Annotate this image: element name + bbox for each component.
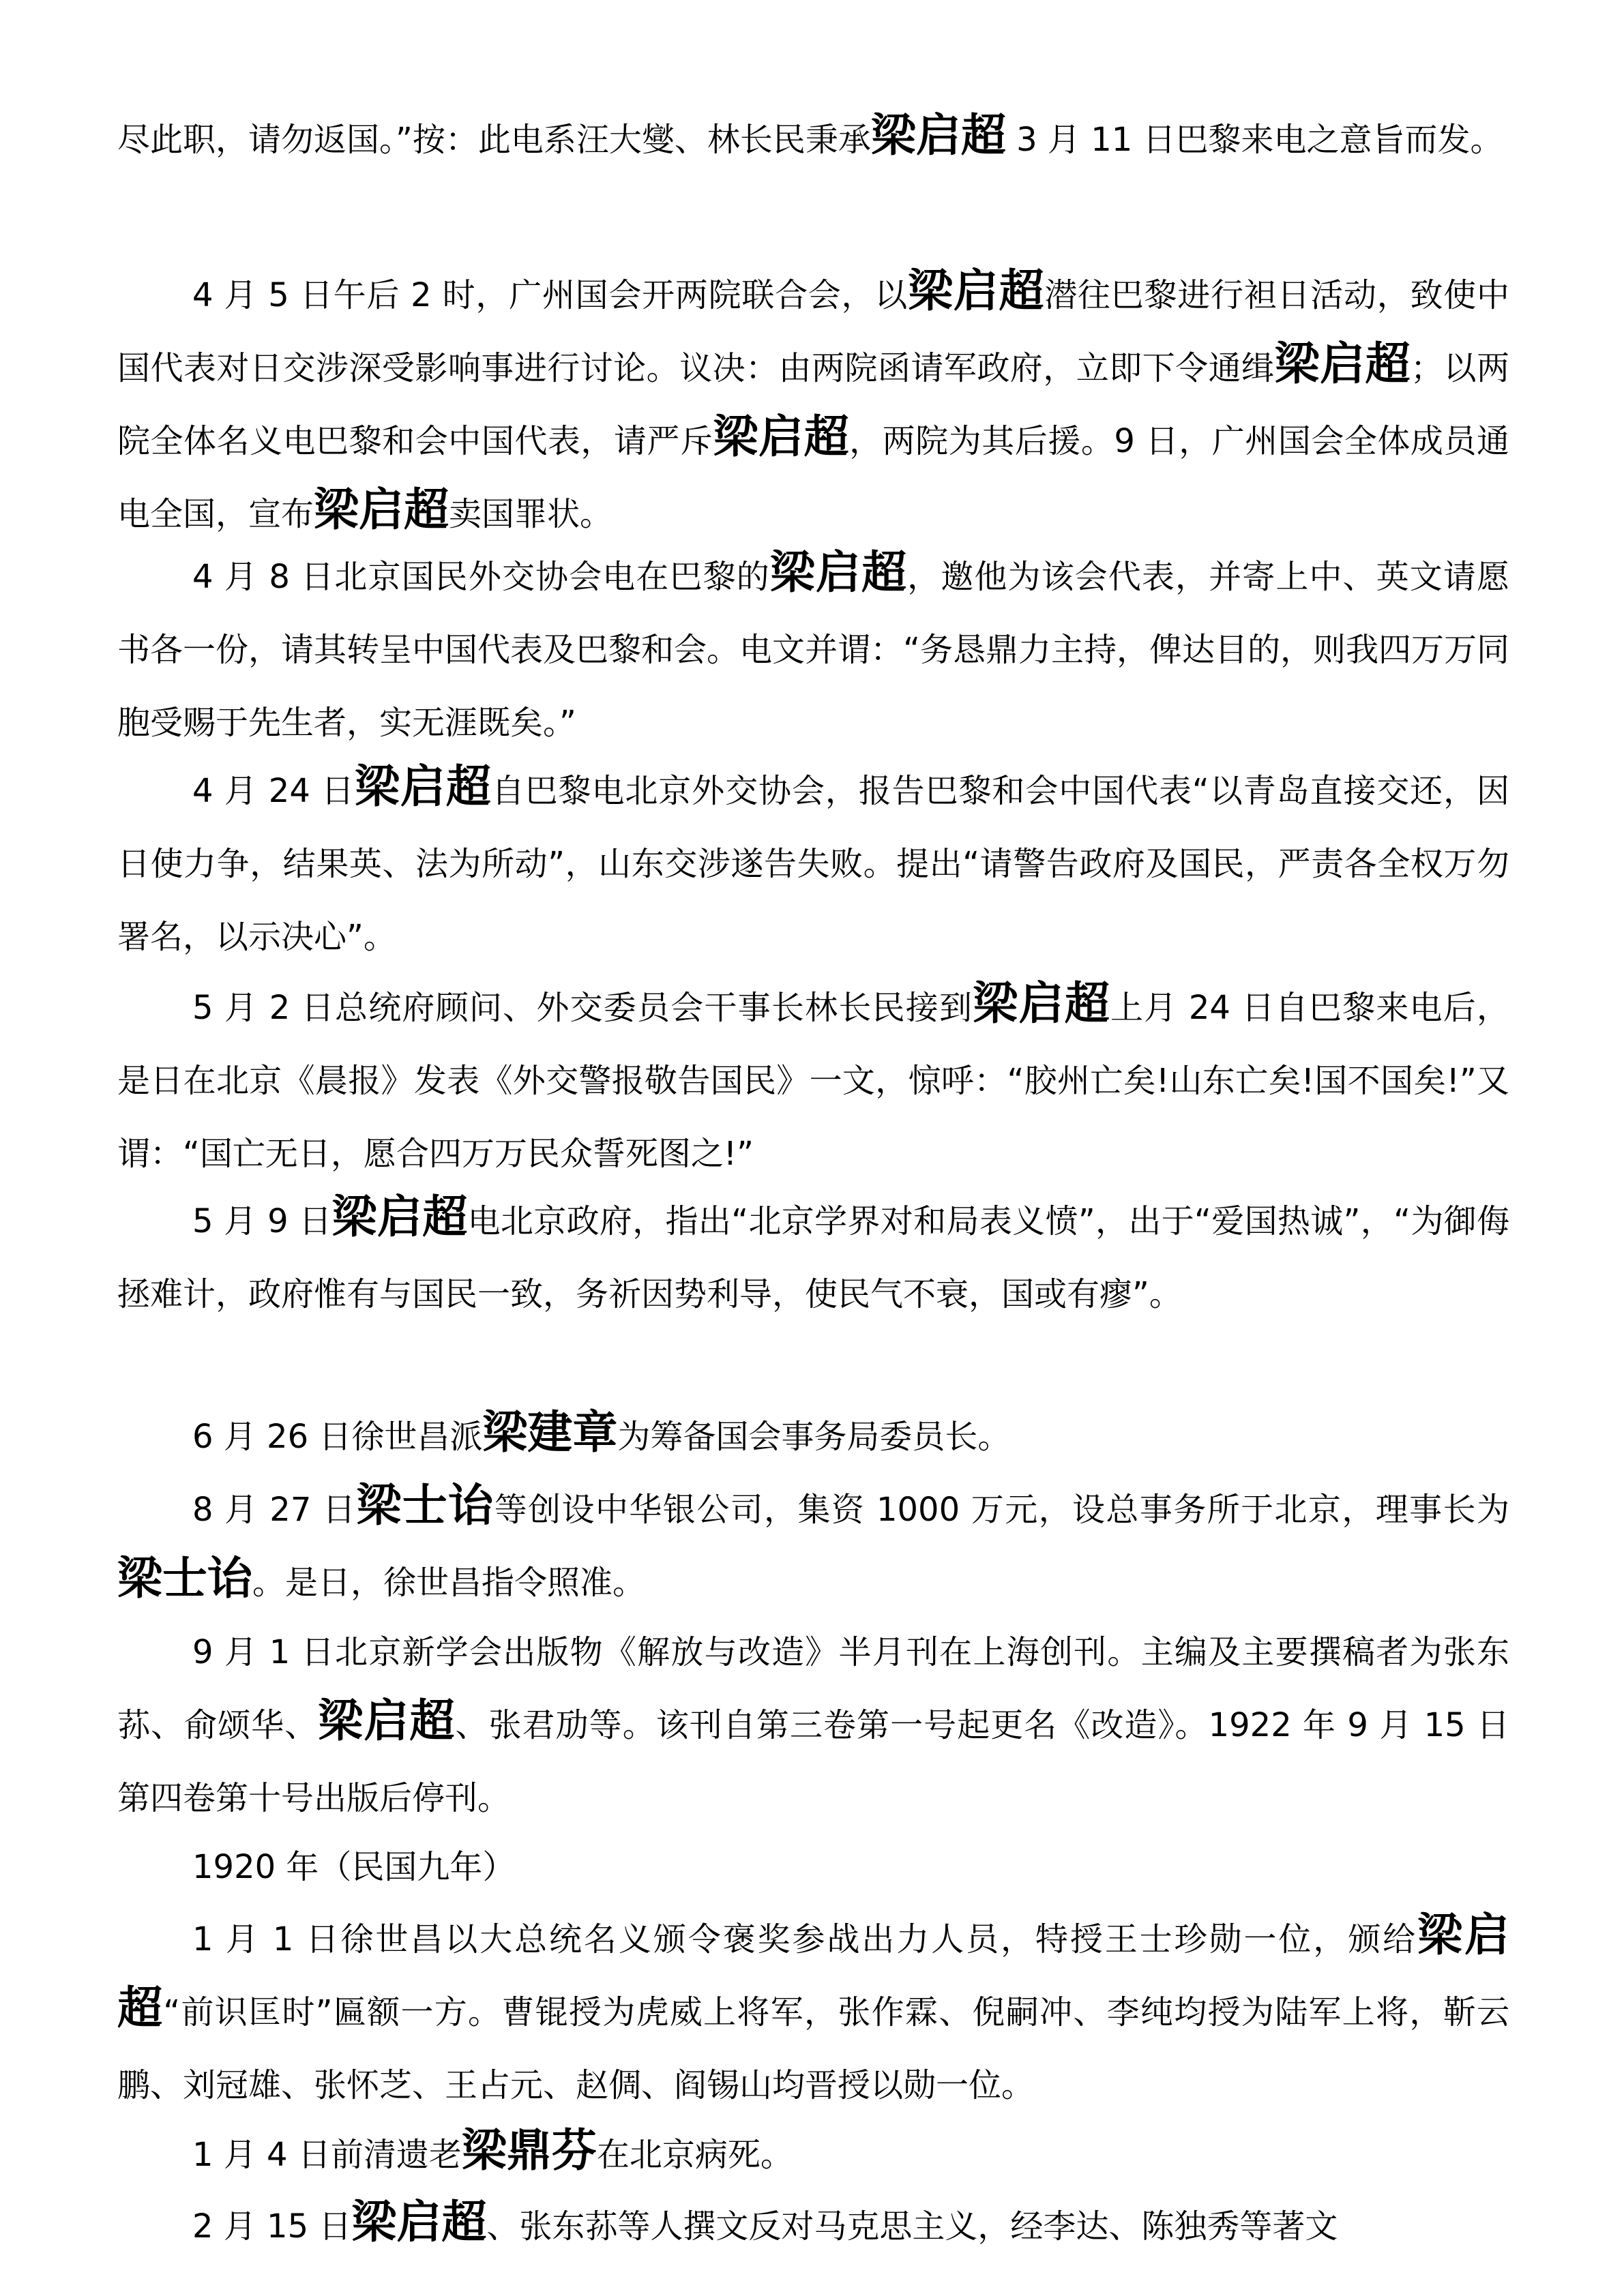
text-run: 、张东荪等人撰文反对马克思主义，经李达、陈独秀等著文 <box>486 2207 1338 2246</box>
person-name: 梁启超 <box>973 976 1110 1030</box>
text-run: 5 月 2 日总统府顾问、外交委员会干事长林长民接到 <box>192 989 973 1027</box>
text-run: 9 月 1 日北京新学会出版物《解放与改造》半月刊在上海创刊。主编及主要撰稿者为张东荪、俞颂华、 <box>117 1633 1509 1744</box>
person-name: 梁启超 <box>117 1908 1510 2034</box>
text-run: “前识匡时”匾额一方。曹锟授为虎威上将军，张作霖、倪嗣冲、李纯均授为陆军上将，靳云鹏、刘冠雄、张怀芝、王占元、赵倜、阎锡山均晋授以勋一位。 <box>117 1993 1510 2104</box>
person-name: 梁启超 <box>713 410 850 463</box>
paragraph <box>0 1903 1624 2122</box>
text-run: 在北京病死。 <box>596 2136 793 2174</box>
text-run: 1 月 1 日徐世昌以大总统名义颁令褒奖参战出力人员，特授王士珍勋一位，颁给 <box>192 1920 1418 1958</box>
paragraph <box>0 1616 1624 1835</box>
text-run: 1 月 4 日前清遗老 <box>192 2136 462 2174</box>
paragraph <box>0 259 1624 551</box>
text-run: 自巴黎电北京外交协会，报告巴黎和会中国代表“以青岛直接交还，因日使力争，结果英、法为所动”，山东交涉遂告失败。提出“请警告政府及国民，严责各全权万勿署名，以示决心”。 <box>117 772 1509 956</box>
text-run: 。是日，徐世昌指令照准。 <box>252 1564 646 1602</box>
text-run: 5 月 9 日 <box>192 1202 332 1240</box>
text-run: 潜往巴黎进行袒日活动，致使中国代表对日交涉深受影响事进行讨论。议决：由两院函请军政府，立即下令通缉 <box>117 276 1510 387</box>
person-name: 梁士诒 <box>117 1551 252 1605</box>
person-name: 梁士诒 <box>356 1478 494 1532</box>
paragraph <box>0 1474 1624 1620</box>
text-run: 2 月 15 日 <box>192 2207 352 2246</box>
paragraph <box>0 1401 1624 1474</box>
section-heading <box>0 1831 1624 1904</box>
person-name: 梁启超 <box>908 264 1045 317</box>
paragraph <box>0 2119 1624 2192</box>
text-run: ；以两院全体名义电巴黎和会中国代表，请严斥 <box>117 349 1509 460</box>
paragraph <box>0 541 1624 760</box>
text-run: ，邀他为该会代表，并寄上中、英文请愿书各一份，请其转呈中国代表及巴黎和会。电文并谓：“务恳鼎力主持，俾达目的，则我四万万同胞受赐于先生者，实无涯既矣。” <box>117 558 1509 742</box>
person-name: 梁启超 <box>354 760 492 813</box>
text-run: 卖国罪状。 <box>449 495 613 533</box>
person-name: 梁建章 <box>482 1405 618 1459</box>
text-run: 、张君劢等。该刊自第三卷第一号起更名《改造》。1922 年 9 月 15 日第四卷第十号出版后停刊。 <box>117 1706 1509 1817</box>
text-run: 上月 24 日自巴黎来电后，是日在北京《晨报》发表《外交警报敬告国民》一文，惊呼：“胶州亡矣!山东亡矣!国不国矣!”又谓：“国亡无日，愿合四万万民众誓死图之!” <box>117 989 1510 1173</box>
text-run: 8 月 27 日 <box>192 1491 357 1529</box>
person-name: 梁鼎芬 <box>461 2123 597 2177</box>
person-name: 梁启超 <box>314 483 449 536</box>
text-run: 等创设中华银公司，集资 1000 万元，设总事务所于北京，理事长为 <box>494 1491 1509 1529</box>
person-name: 梁启超 <box>351 2195 487 2248</box>
paragraph <box>0 1185 1624 1331</box>
person-name: 梁启超 <box>331 1190 468 1243</box>
person-name: 梁启超 <box>769 546 908 599</box>
text-run: 尽此职，请勿返国。”按：此电系汪大燮、林长民秉承 <box>117 121 871 159</box>
person-name: 梁启超 <box>1274 337 1411 390</box>
person-name: 梁启超 <box>318 1694 456 1747</box>
paragraph <box>0 104 1624 177</box>
text-run: 为筹备国会事务局委员长。 <box>617 1418 1011 1456</box>
text-run: 电北京政府，指出“北京学界对和局表义愤”，出于“爱国热诚”，“为御侮拯难计，政府惟有与国民一致，务祈因势利导，使民气不衰，国或有瘳”。 <box>117 1202 1510 1313</box>
text-run: 4 月 5 日午后 2 时，广州国会开两院联合会，以 <box>192 276 909 314</box>
text-run: 4 月 24 日 <box>192 772 355 810</box>
paragraph <box>0 972 1624 1191</box>
text-run: 4 月 8 日北京国民外交协会电在巴黎的 <box>192 558 770 596</box>
person-name: 梁启超 <box>870 108 1006 162</box>
paragraph <box>0 2190 1624 2263</box>
paragraph <box>0 755 1624 974</box>
text-run: 1920 年（民国九年） <box>192 1848 516 1886</box>
text-run: ，两院为其后援。9 日，广州国会全体成员通电全国，宣布 <box>117 422 1509 533</box>
text-run: 6 月 26 日徐世昌派 <box>192 1418 483 1456</box>
text-run: 3 月 11 日巴黎来电之意旨而发。 <box>1005 121 1503 159</box>
